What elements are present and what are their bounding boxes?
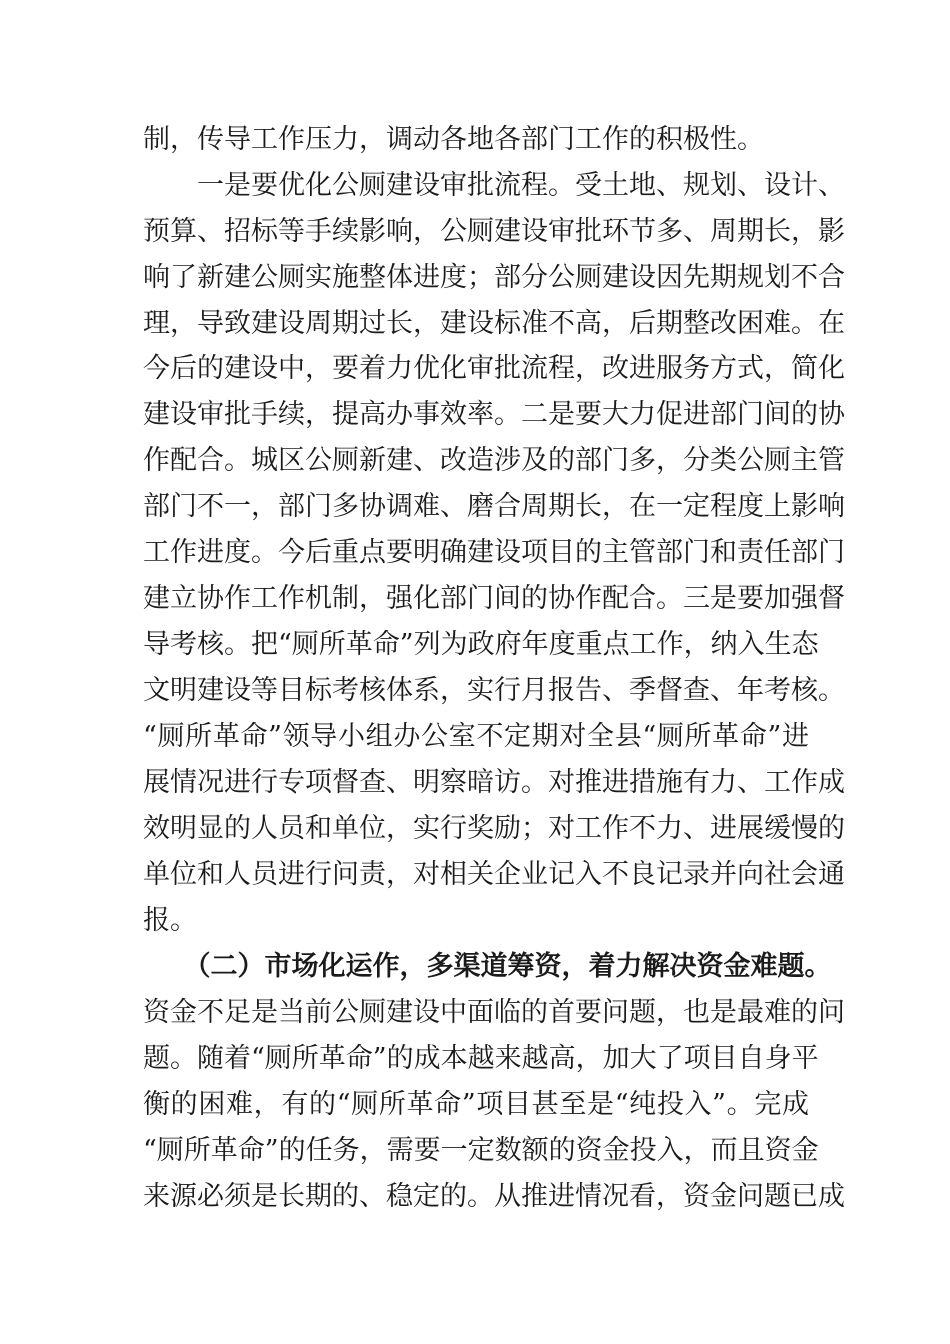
- text-line: 报。: [143, 905, 197, 936]
- text-line: 建设审批手续，提高办事效率。二是要大力促进部门间的协: [143, 399, 845, 430]
- text-line: 文明建设等目标考核体系，实行月报告、季督查、年考核。: [143, 675, 845, 706]
- text-line: 建立协作工作机制，强化部门间的协作配合。三是要加强督: [143, 583, 845, 614]
- text-line: 作配合。城区公厕新建、改造涉及的部门多，分类公厕主管: [143, 445, 845, 476]
- text-line: 效明显的人员和单位，实行奖励；对工作不力、进展缓慢的: [143, 813, 845, 844]
- text-line: 导考核。把“厕所革命”列为政府年度重点工作，纳入生态: [143, 629, 819, 660]
- text-line: 单位和人员进行问责，对相关企业记入不良记录并向社会通: [143, 859, 845, 890]
- text-line: 预算、招标等手续影响，公厕建设审批环节多、周期长，影: [143, 216, 845, 247]
- text-line: 今后的建设中，要着力优化审批流程，改进服务方式，简化: [143, 353, 845, 384]
- text-line: 响了新建公厕实施整体进度；部分公厕建设因先期规划不合: [143, 262, 845, 293]
- text-line: 制，传导工作压力，调动各地各部门工作的积极性。: [143, 124, 764, 155]
- text-line: 一是要优化公厕建设审批流程。受土地、规划、设计、: [143, 170, 845, 201]
- text-line: 题。随着“厕所革命”的成本越来越高，加大了项目自身平: [143, 1043, 819, 1074]
- text-line: “厕所革命”的任务，需要一定数额的资金投入，而且资金: [143, 1135, 819, 1166]
- text-line: 展情况进行专项督查、明察暗访。对推进措施有力、工作成: [143, 767, 845, 798]
- section-heading: （二）市场化运作，多渠道筹资，着力解决资金难题。: [143, 951, 832, 982]
- text-line: 来源必须是长期的、稳定的。从推进情况看，资金问题已成: [143, 1181, 845, 1212]
- text-line: “厕所革命”领导小组办公室不定期对全县“厕所革命”进: [143, 721, 809, 752]
- text-line: 资金不足是当前公厕建设中面临的首要问题，也是最难的问: [143, 997, 845, 1028]
- text-line: 工作进度。今后重点要明确建设项目的主管部门和责任部门: [143, 537, 845, 568]
- text-line: 衡的困难，有的“厕所革命”项目甚至是“纯投入”。完成: [143, 1089, 809, 1120]
- text-line: 理，导致建设周期过长，建设标准不高，后期整改困难。在: [143, 308, 845, 339]
- text-line: 部门不一，部门多协调难、磨合周期长，在一定程度上影响: [143, 491, 845, 522]
